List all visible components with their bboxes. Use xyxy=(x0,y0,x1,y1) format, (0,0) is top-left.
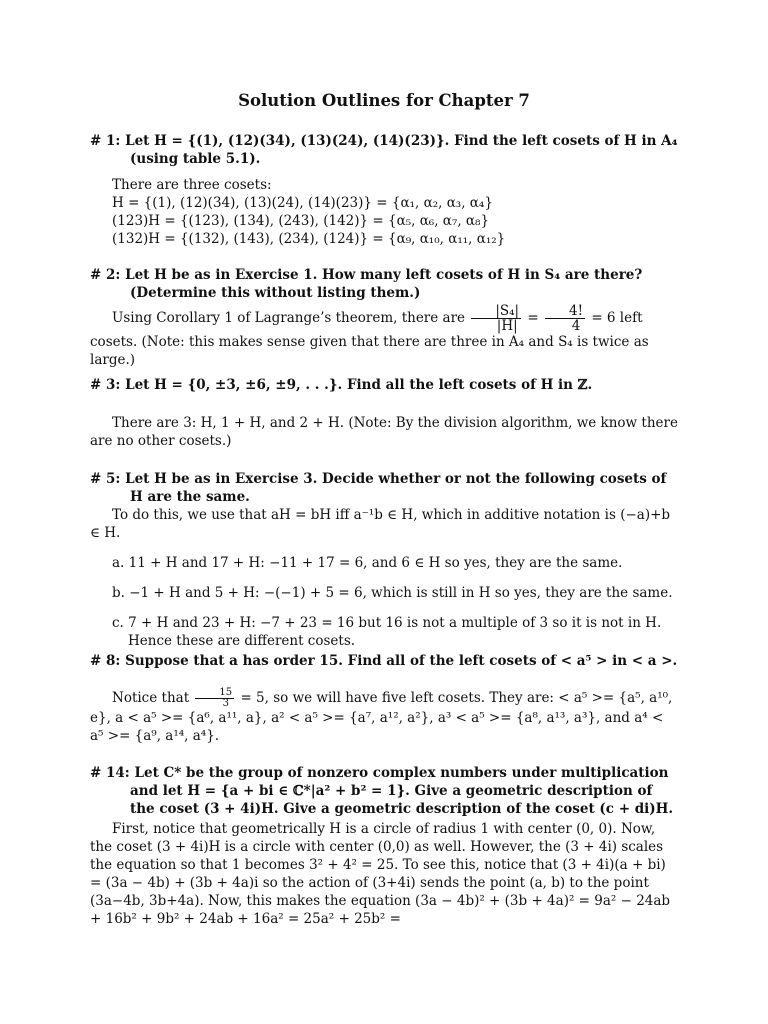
coset-line-2: (123)H = {(123), (134), (243), (142)} = {α₅, α₆, α₇, α₈} xyxy=(112,213,490,229)
exercise-14-question: # 14: Let C* be the group of nonzero complex numbers under multiplication and let H = {a + bi ∈ ℂ*|a² + b² = 1}. Give a geometric description of the coset (3 + 4i)H. Give a geometric description of the coset (c + di)H. xyxy=(90,765,674,817)
exercise-14 xyxy=(90,764,680,928)
coset-line-1: H = {(1), (12)(34), (13)(24), (14)(23)} = {α₁, α₂, α₃, α₄} xyxy=(112,195,493,211)
exercise-2-question: # 2: Let H be as in Exercise 1. How many left cosets of H in S₄ are there? (Determine this without listing them.) xyxy=(90,267,643,301)
exercise-2-answer xyxy=(90,304,680,369)
exercise-5-question: # 5: Let H be as in Exercise 3. Decide whether or not the following cosets of H are the same. xyxy=(90,471,667,505)
exercise-2 xyxy=(90,266,680,369)
exercise-5 xyxy=(90,470,680,650)
exercise-1 xyxy=(90,132,680,248)
fraction-factorial xyxy=(545,304,585,333)
list-item: a. 11 + H and 17 + H: −11 + 17 = 6, and 6 ∈ H so yes, they are the same. xyxy=(112,555,623,571)
fraction-numerator: 4! xyxy=(545,304,585,319)
coset-line-3: (132)H = {(132), (143), (234), (124)} = {α₉, α₁₀, α₁₁, α₁₂} xyxy=(112,231,506,247)
exercise-1-intro: There are three cosets: xyxy=(112,177,272,193)
exercise-1-question: # 1: Let H = {(1), (12)(34), (13)(24), (14)(23)}. Find the left cosets of H in A₄ (using table 5.1). xyxy=(90,133,678,167)
fraction-order-ratio xyxy=(471,304,521,333)
exercise-2-text-a: Using Corollary 1 of Lagrange’s theorem, there are xyxy=(112,310,466,326)
exercise-2-text-b: = 6 left cosets. (Note: this makes sense given that there are three in A₄ and S₄ is twice as large.) xyxy=(90,310,649,368)
list-item: b. −1 + H and 5 + H: −(−1) + 5 = 6, which is still in H so yes, they are the same. xyxy=(112,585,673,601)
fraction-denominator: 4 xyxy=(571,318,581,334)
exercise-14-answer: First, notice that geometrically H is a circle of radius 1 with center (0, 0). Now, the coset (3 + 4i)H is a circle with center (0,0) as well. However, the (3 + 4i) scales the equation so that 1 becomes 3² + 4² = 25. To see this, notice that (3 + 4i)(a + bi) = (3a − 4b) + (3b + 4a)i so the action of (3+4i) sends the point (a, b) to the point (3a−4b, 3b+4a). Now, this makes the equation (3a − 4b)² + (3b + 4a)² = 9a² − 24ab + 16b² + 9b² + 24ab + 16a² = 25a² + 25b² = xyxy=(90,821,671,927)
list-item: c. 7 + H and 23 + H: −7 + 23 = 16 but 16 is not a multiple of 3 so it is not in H. Hence these are different cosets. xyxy=(112,615,662,649)
fraction-numerator: 15 xyxy=(195,688,234,699)
exercise-5-intro: To do this, we use that aH = bH iff a⁻¹b ∈ H, which in additive notation is (−a)+b ∈ H. xyxy=(90,507,671,541)
exercise-8 xyxy=(90,652,680,745)
exercise-3-question: # 3: Let H = {0, ±3, ±6, ±9, . . .}. Find all the left cosets of H in ℤ. xyxy=(90,377,593,393)
exercise-3 xyxy=(90,376,680,450)
exercise-8-answer xyxy=(90,688,680,745)
exercise-3-answer: There are 3: H, 1 + H, and 2 + H. (Note: By the division algorithm, we know there are no other cosets.) xyxy=(90,415,678,449)
exercise-8-text-a: Notice that xyxy=(112,690,190,706)
exercise-5-parts xyxy=(90,554,680,650)
exercise-8-question: # 8: Suppose that a has order 15. Find all of the left cosets of < a⁵ > in < a >. xyxy=(90,653,678,669)
fraction-denominator: 3 xyxy=(222,698,229,709)
fraction-fifteen-thirds xyxy=(195,688,234,709)
fraction-numerator: |S₄| xyxy=(471,304,521,319)
exercise-8-text-b: = 5, so we will have five left cosets. They are: < a⁵ >= {a⁵, a¹⁰, e}, a < a⁵ >= {a⁶, a¹¹, a}, a² < a⁵ >= {a⁷, a¹², a²}, a³ < a⁵ >= {a⁸, a¹³, a³}, and a⁴ < a⁵ >= {a⁹, a¹⁴, a⁴}. xyxy=(90,690,673,744)
fraction-denominator: |H| xyxy=(496,318,518,334)
equals-sign: = xyxy=(527,310,539,326)
document-title: Solution Outlines for Chapter 7 xyxy=(238,91,530,110)
